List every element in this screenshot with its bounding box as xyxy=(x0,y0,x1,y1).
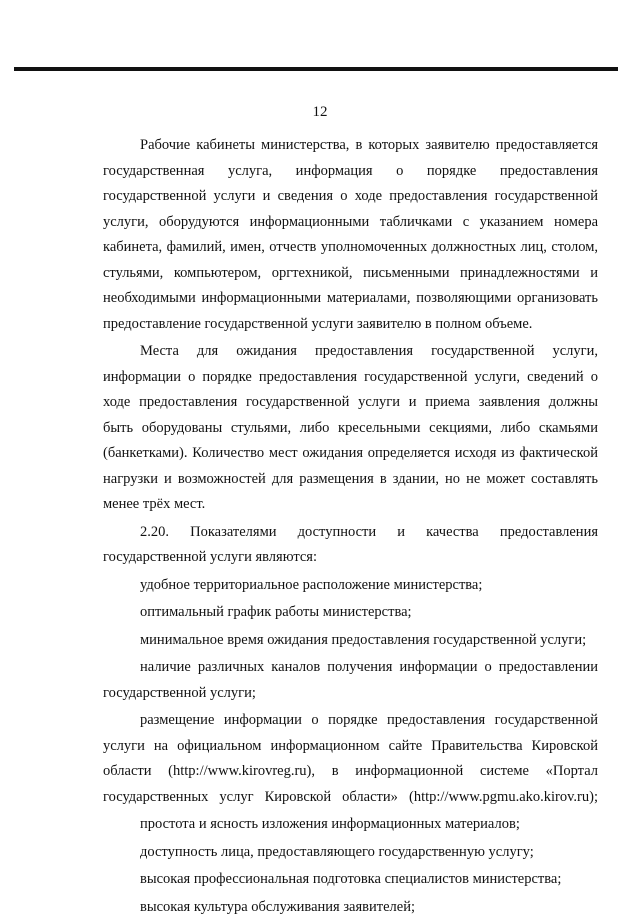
list-item xyxy=(103,600,598,626)
text-line: государственной услуги; xyxy=(103,681,598,707)
text-line: информации о порядке предоставления государственной услуги, сведений о xyxy=(103,365,598,391)
text-line: простота и ясность изложения информационных материалов; xyxy=(103,812,598,838)
text-line: услуги на официальном информационном сайте Правительства Кировской xyxy=(103,734,598,760)
list-item xyxy=(103,895,598,920)
list-item xyxy=(103,840,598,866)
text-line: государственной услуги и сведения о ходе предоставления государственной xyxy=(103,184,598,210)
text-line: быть оборудованы стульями, либо кресельными секциями, либо скамьями xyxy=(103,416,598,442)
text-line: высокая культура обслуживания заявителей; xyxy=(103,895,598,920)
text-line: государственных услуг Кировской области» (http://www.pgmu.ako.kirov.ru); xyxy=(103,785,598,811)
text-line: необходимыми информационными материалами, позволяющими организовать xyxy=(103,286,598,312)
text-line: оптимальный график работы министерства; xyxy=(103,600,598,626)
paragraph-waiting-places xyxy=(103,339,598,518)
text-line: кабинета, фамилий, имен, отчеств уполномоченных должностных лиц, столом, xyxy=(103,235,598,261)
text-line: удобное территориальное расположение министерства; xyxy=(103,573,598,599)
text-line: Места для ожидания предоставления государственной услуги, xyxy=(103,339,598,365)
text-line: высокая профессиональная подготовка специалистов министерства; xyxy=(103,867,598,893)
list-item xyxy=(103,573,598,599)
text-line: 2.20. Показателями доступности и качества предоставления xyxy=(103,520,598,546)
text-line: доступность лица, предоставляющего государственную услугу; xyxy=(103,840,598,866)
document-body xyxy=(103,133,598,920)
list-item xyxy=(103,867,598,893)
text-line: государственная услуга, информация о порядке предоставления xyxy=(103,159,598,185)
paragraph-section-2-20 xyxy=(103,520,598,571)
list-item xyxy=(103,628,598,654)
text-line: (банкетками). Количество мест ожидания определяется исходя из фактической xyxy=(103,441,598,467)
header-rule xyxy=(14,67,618,71)
text-line: размещение информации о порядке предоставления государственной xyxy=(103,708,598,734)
text-line: услуги, оборудуются информационными табличками с указанием номера xyxy=(103,210,598,236)
text-line: государственной услуги являются: xyxy=(103,545,598,571)
text-line: области (http://www.kirovreg.ru), в информационной системе «Портал xyxy=(103,759,598,785)
text-line: предоставление государственной услуги заявителю в полном объеме. xyxy=(103,312,598,338)
text-line: стульями, компьютером, оргтехникой, письменными принадлежностями и xyxy=(103,261,598,287)
text-line: менее трёх мест. xyxy=(103,492,598,518)
text-line: наличие различных каналов получения информации о предоставлении xyxy=(103,655,598,681)
list-item xyxy=(103,812,598,838)
text-line: ходе предоставления государственной услуги и приема заявления должны xyxy=(103,390,598,416)
list-item xyxy=(103,708,598,810)
text-line: нагрузки и возможностей для размещения в здании, но не может составлять xyxy=(103,467,598,493)
list-item xyxy=(103,655,598,706)
text-line: минимальное время ожидания предоставления государственной услуги; xyxy=(103,628,598,654)
page-number: 12 xyxy=(0,104,640,121)
text-line: Рабочие кабинеты министерства, в которых заявителю предоставляется xyxy=(103,133,598,159)
paragraph-workrooms xyxy=(103,133,598,337)
